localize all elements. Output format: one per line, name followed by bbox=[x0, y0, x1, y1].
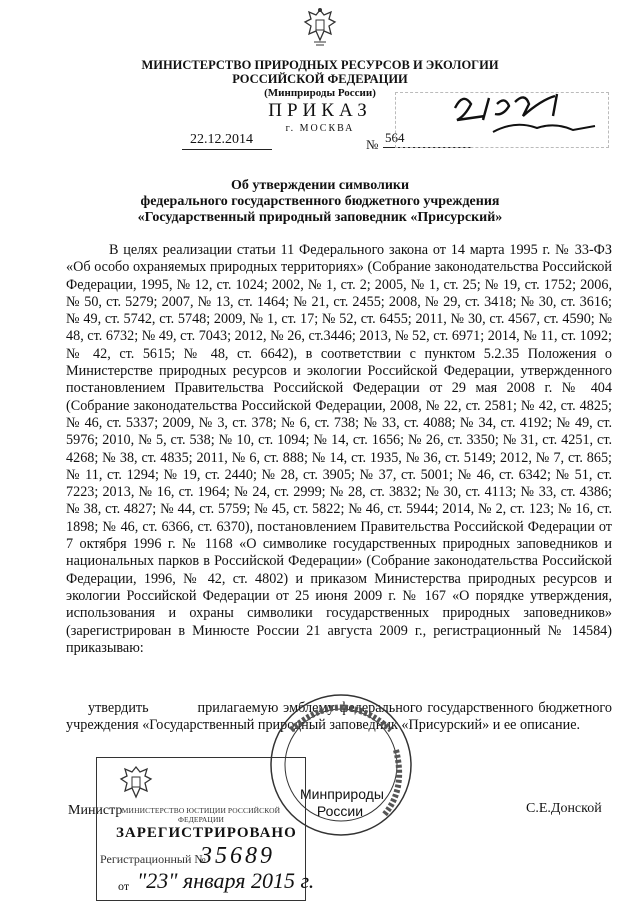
resolution-verb: утвердить bbox=[88, 700, 149, 716]
order-number: 564 bbox=[385, 130, 405, 145]
ministry-name-line1: МИНИСТЕРСТВО ПРИРОДНЫХ РЕСУРСОВ И ЭКОЛОГИИ bbox=[141, 58, 499, 72]
title-line2: федерального государственного бюджетного учреждения bbox=[140, 194, 500, 209]
coat-of-arms-emblem-icon bbox=[302, 6, 338, 48]
ministry-name-line2: РОССИЙСКОЙ ФЕДЕРАЦИИ bbox=[232, 72, 408, 86]
order-title bbox=[0, 178, 640, 226]
signatory-position: Министр bbox=[68, 803, 123, 818]
signatory-name: С.Е.Донской bbox=[526, 801, 602, 816]
resolution-text: прилагаемую эмблему федерального государственного бюджетного учреждения «Государственный природный заповедник «Присурский» и ее описание. bbox=[66, 700, 612, 734]
registration-date-label: от bbox=[118, 879, 130, 893]
title-line3: «Государственный природный заповедник «Присурский» bbox=[137, 210, 503, 225]
seal-ministry-text: Минприроды России bbox=[300, 786, 384, 819]
stamp-emblem-icon bbox=[118, 763, 154, 803]
handwritten-signature-icon bbox=[445, 86, 615, 146]
order-date: 22.12.2014 bbox=[190, 132, 253, 147]
registration-date: "23" января 2015 г. bbox=[137, 868, 315, 893]
stamp-organization: МИНИСТЕРСТВО ЮСТИЦИИ РОССИЙСКОЙ ФЕДЕРАЦИИ bbox=[121, 806, 281, 824]
order-number-label: № bbox=[366, 137, 379, 152]
document-type: ПРИКАЗ bbox=[268, 100, 372, 121]
date-underline bbox=[182, 149, 272, 150]
registration-number-label: Регистрационный № bbox=[100, 852, 206, 866]
title-line1: Об утверждении символики bbox=[230, 178, 410, 193]
preamble-paragraph: В целях реализации статьи 11 Федерального закона от 14 марта 1995 г. № 33-ФЗ «Об особо охраняемых природных территориях» (Собрание законодательства Российской Федерации, 1995, № 12, ст. 1024; 2002, № 1, ст. 2; 2005, № 1, ст. 25; № 19, ст. 1752; 2006, № 50, ст. 5279; 2007, № 13, ст. 1464; № 21, ст. 2455; 2008, № 29, ст. 3418; № 30, ст. 3616; № 49, ст. 5742, ст. 5748; 2009, № 1, ст. 17; № 52, ст. 6455; 2011, № 30, ст. 4567, ст. 4590; № 48, ст. 6732; № 49, ст. 7043; 2012, № 26, ст.3446; 2013, № 52, ст. 6971; 2014, № 11, ст. 1092; № 42, ст. 5615; № 48, ст. 6642), в соответствии с пунктом 5.2.35 Положения о Министерстве природных ресурсов и экологии Российской Федерации, утвержденного постановлением Правительства Российской Федерации от 29 мая 2008 г. № 404 (Собрание законодательства Российской Федерации, 2008, № 22, ст. 2581; № 42, ст. 4825; № 46, ст. 5337; 2009, № 3, ст. 378; № 6, ст. 738; № 33, ст. 4088; № 34, ст. 4192; № 49, ст. 5976; 2010, № 5, ст. 538; № 10, ст. 1094; № 14, ст. 1656; № 26, ст. 3350; № 31, ст. 4251, ст. 4268; № 38, ст. 4835; 2011, № 6, ст. 888; № 14, ст. 1935, № 36, ст. 5149; 2012, № 7, ст. 865; № 11, ст. 1294; № 19, ст. 2440; № 28, ст. 3905; № 37, ст. 5001; № 46, ст. 6342; № 51, ст. 7223; 2013, № 16, ст. 1964; № 24, ст. 2999; № 28, ст. 3832; № 30, ст. 4113; № 33, ст. 4386; № 38, ст. 4827; № 44, ст. 5759; № 45, ст. 5822; № 46, ст. 5944; 2014, № 2, ст. 123; № 16, ст. 1898; № 46, ст. 6366, ст. 6370), постановлением Правительства Российской Федерации от 7 октября 1996 г. № 1168 «О символике государственных природных заповедников и национальных парков в Российской Федерации» (Собрание законодательства Российской Федерации, 1996, № 42, ст. 4802) и приказом Министерства природных ресурсов и экологии Российской Федерации от 25 июня 2009 г. № 167 «О порядке утверждения, использования и охраны символики государственных природных заповедников» (зарегистрирован в Минюсте России 21 августа 2009 г., регистрационный № 14584) приказываю: bbox=[66, 242, 612, 656]
stamp-registered-label: ЗАРЕГИСТРИРОВАНО bbox=[116, 825, 297, 841]
registration-number: 35689 bbox=[200, 843, 275, 869]
city: г. МОСКВА bbox=[285, 123, 355, 134]
ministry-short-name: (Минприроды России) bbox=[264, 87, 376, 99]
